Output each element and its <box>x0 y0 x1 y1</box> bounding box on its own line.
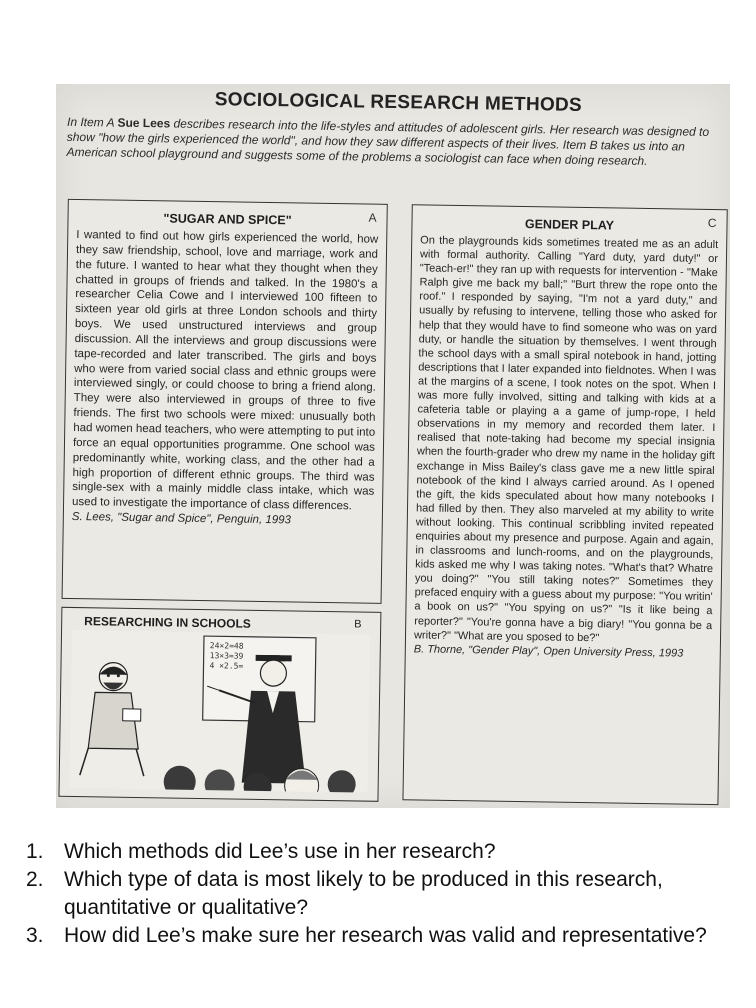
question-3-text: How did Lee’s make sure her research was valid and representative? <box>64 924 707 947</box>
question-2 <box>26 866 726 922</box>
question-1-text: Which methods did Lee’s use in her research? <box>64 840 496 863</box>
worksheet-page <box>50 79 735 813</box>
worksheet-photo <box>56 84 730 808</box>
item-a-body <box>72 228 379 530</box>
item-a-title: "SUGAR AND SPICE" <box>163 211 292 228</box>
item-b-letter: B <box>354 618 362 631</box>
item-c-box <box>402 204 727 805</box>
question-2-number: 2. <box>26 868 44 891</box>
classroom-cartoon <box>70 630 370 793</box>
item-c-citation: B. Thorne, "Gender Play", Open University Press, 1993 <box>413 643 684 660</box>
question-1-number: 1. <box>26 840 44 863</box>
item-c-title: GENDER PLAY <box>524 217 615 233</box>
question-list <box>26 838 726 950</box>
board-line-2: 13×3=39 <box>209 651 244 661</box>
item-c-text: On the playgrounds kids sometimes treated me as an adult with formal authority. Calling "Yard duty, yard duty!" or "Teach-er!" they ran up with requests for intervention - "Make Ralph give me back my ball;" "Burt threw the rope onto the roof." I responded by saying, "I'm not a yard duty," and usually by refusing to intervene, telling those who asked for help that they would have to find someone who was on yard duty, or handle the situation by themselves. I went through the school days with a small spiral notebook in hand, jotting descriptions that I later expanded into fieldnotes. When I was at the margins of a scene, I took notes on the spot. When I was more fully involved, sitting and talking with kids at a cafeteria table or playing a a game of jump-rope, I held observations in my memory and recorded them later. I realised that note-taking had become my special insignia when the fourth-grader who drew my name in the holiday gift exchange in Miss Bailey's class gave me a new little spiral notebook of the kind I always carried around. As I opened the gift, the kids speculated about how many notebooks I had filled by then. They also marveled at my ability to write without looking. This continual scribbling invited repeated enquiries about my presence and purpose. Again and again, in classrooms and lunch-rooms, and on the playgrounds, kids asked me why I was taking notes. "What's that? Whatre you doing?" "You still taking notes?" Sometimes they prefaced enquiry with a guess about my purpose: "You writin' a book on us?" "You spying on us?" "Is it like being a reporter?" "You're gonna have a big diary! "You gonna be a writer?" "What are you sposed to be?" <box>413 234 719 644</box>
page-title: SOCIOLOGICAL RESEARCH METHODS <box>214 89 583 116</box>
item-c-body <box>414 233 719 660</box>
item-a-box <box>62 199 388 604</box>
intro-prefix: In Item A <box>66 114 118 130</box>
board-line-3: 4 ×2.5= <box>209 661 244 671</box>
item-c-letter: C <box>707 215 717 231</box>
question-2-text: Which type of data is most likely to be produced in this research, quantitative or qualitative? <box>64 868 663 919</box>
intro-paragraph <box>66 115 729 170</box>
item-a-text: I wanted to find out how girls experienced the world, how they saw friendship, school, love and marriage, work and the future. I wanted to hear what they thought when they chatted in groups of friends and talked. In the 1980's a researcher Celia Cowe and I interviewed 100 fifteen to sixteen year old girls at three London schools and thirty boys. We used unstructured interviews and group discussion. All the interviews and group discussions were tape-recorded and later transcribed. The girls and boys who were from varied social class and ethnic groups were interviewed singly, or could choose to bring a friend along. They were also interviewed in groups of three to five friends. The first two schools were mixed: unusually both had women head teachers, who were attempting to put into force an equal opportunities programme. One school was predominantly white, working class, and the other had a high proportion of different ethnic groups. The third was single-sex with a mainly middle class intake, which was used to investigate the importance of class differences. <box>71 228 379 513</box>
item-a-citation: S. Lees, "Sugar and Spice", Penguin, 1993 <box>71 510 292 527</box>
question-3 <box>26 922 726 950</box>
intro-rest: describes research into the life-styles and attitudes of adolescent girls. Her research was designed to show "how the girls experienced the world", and how they saw different aspects of their lives. Item B takes us into an American school playground and suggests some of the problems a sociologist can face when doing research. <box>66 116 710 168</box>
question-3-number: 3. <box>26 924 44 947</box>
question-1 <box>26 838 726 866</box>
item-a-letter: A <box>368 210 377 225</box>
board-line-1: 24×2=48 <box>209 641 244 651</box>
item-b-title: RESEARCHING IN SCHOOLS <box>84 614 251 631</box>
item-b-box <box>58 607 381 802</box>
intro-author-name: Sue Lees <box>117 115 171 131</box>
